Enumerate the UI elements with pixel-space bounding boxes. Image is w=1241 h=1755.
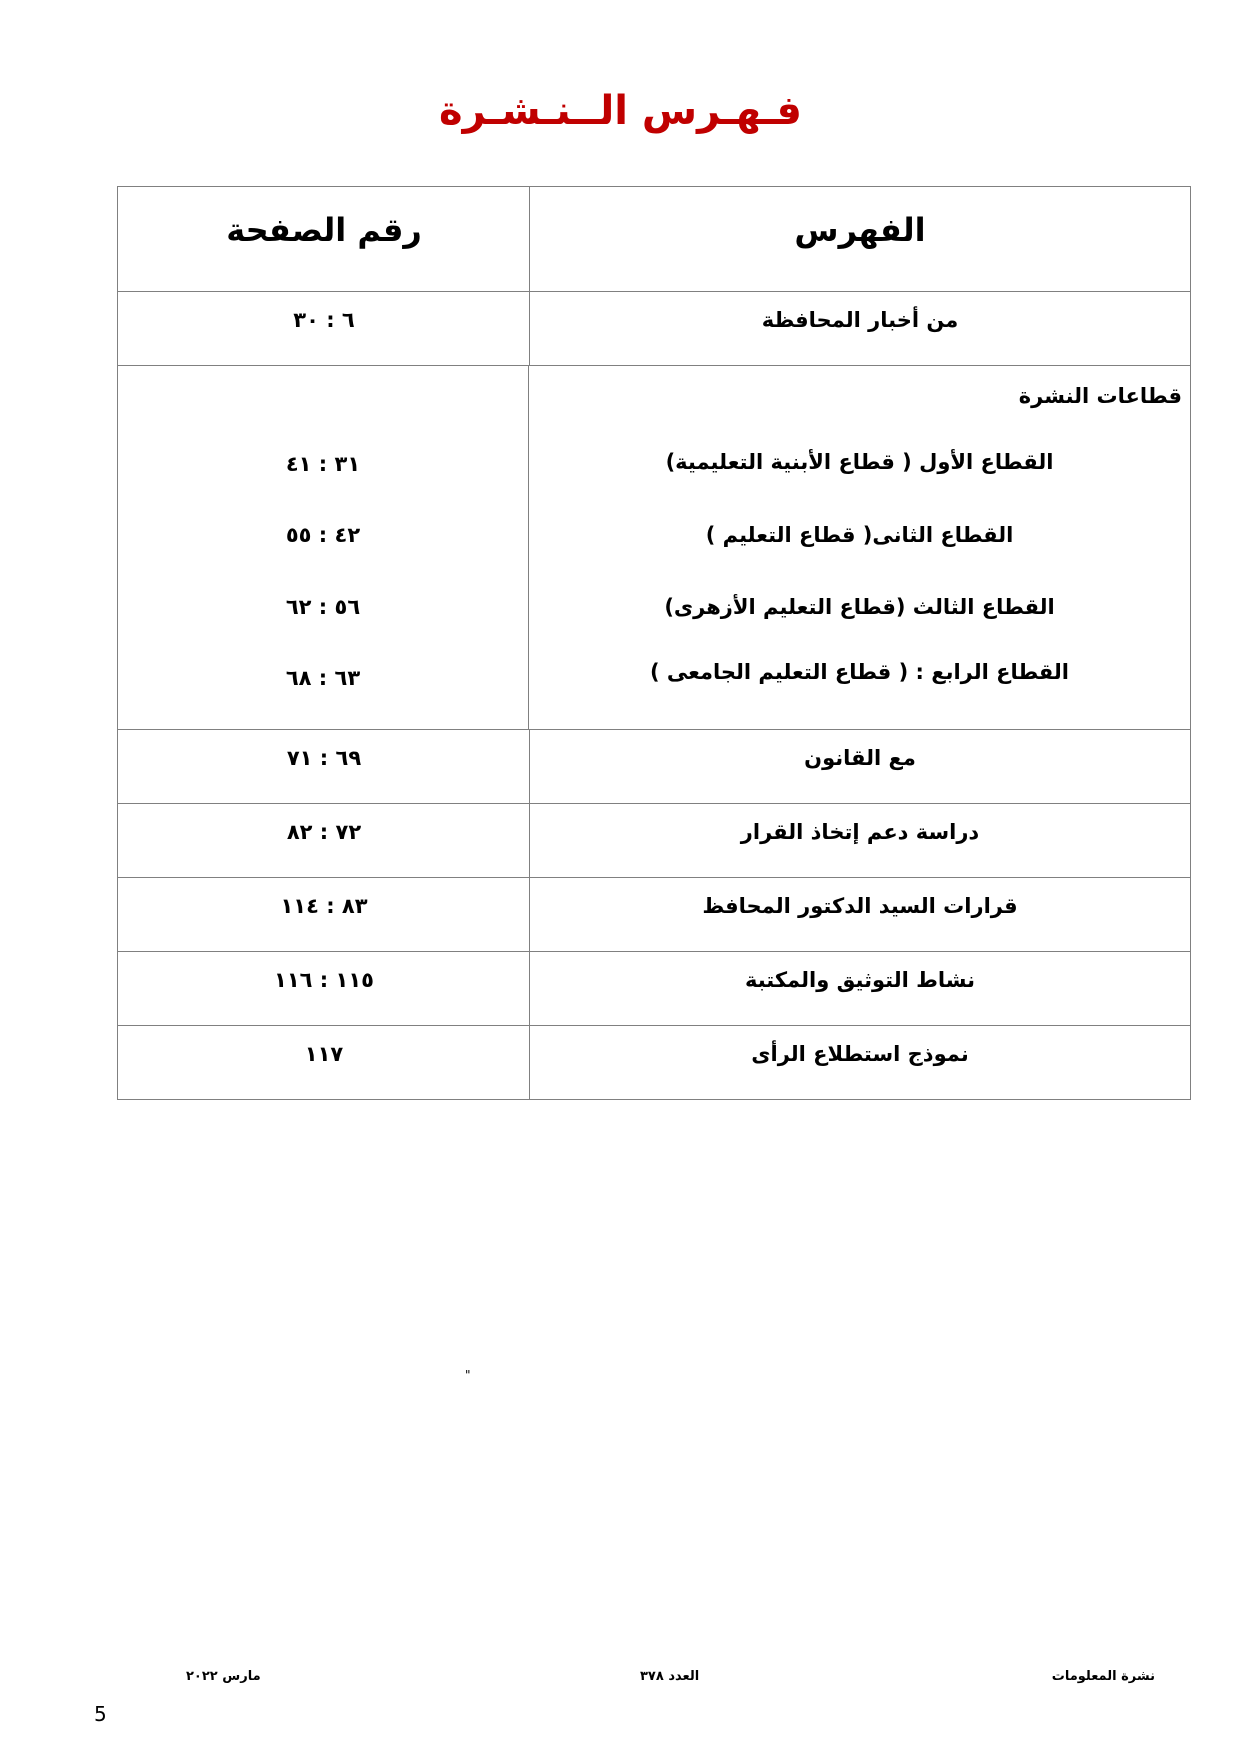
sector-page-3: ٥٦ : ٦٢: [285, 595, 361, 619]
index-table: [117, 186, 1191, 1100]
sector-page-2: ٤٢ : ٥٥: [285, 523, 361, 547]
table-header-row: [118, 187, 1190, 292]
footer-publication: نشرة المعلومات: [1051, 1669, 1155, 1684]
table-row: [118, 730, 1190, 804]
row-page: ١١٥ : ١١٦: [274, 968, 374, 992]
row-page: ٦٩ : ٧١: [286, 746, 362, 770]
page-title: فـهـرس الــنـشـرة: [439, 88, 802, 134]
table-row: [118, 878, 1190, 952]
stray-mark: ": [465, 1368, 471, 1382]
sector-item-2: القطاع الثانى( قطاع التعليم ): [705, 523, 1014, 547]
row-page: ٧٢ : ٨٢: [286, 820, 362, 844]
table-row: [118, 1026, 1190, 1099]
row-page: ١١٧: [304, 1042, 344, 1066]
row-title: نموذج استطلاع الرأى: [529, 1026, 1190, 1099]
sector-page-4: ٦٣ : ٦٨: [285, 666, 361, 690]
sectors-heading: قطاعات النشرة: [1018, 384, 1182, 408]
sector-item-3: القطاع الثالث (قطاع التعليم الأزهرى): [664, 595, 1055, 619]
table-row: [118, 804, 1190, 878]
page-number: 5: [94, 1702, 107, 1726]
footer-date: مارس ٢٠٢٢: [186, 1669, 261, 1684]
sector-item-1: القطاع الأول ( قطاع الأبنية التعليمية): [665, 450, 1054, 474]
sector-item-4: القطاع الرابع : ( قطاع التعليم الجامعى ): [650, 660, 1069, 684]
row-page: ٦ : ٣٠: [293, 308, 355, 332]
sectors-pages: [118, 366, 528, 729]
row-title: من أخبار المحافظة: [529, 292, 1190, 365]
table-row: [118, 952, 1190, 1026]
sector-page-1: ٣١ : ٤١: [285, 452, 361, 476]
footer-issue: العدد ٣٧٨: [640, 1669, 700, 1684]
row-title: قرارات السيد الدكتور المحافظ: [529, 878, 1190, 951]
header-index: الفهرس: [529, 187, 1190, 291]
row-title: نشاط التوثيق والمكتبة: [529, 952, 1190, 1025]
sectors-row: [118, 366, 1190, 730]
row-title: مع القانون: [529, 730, 1190, 803]
row-title: دراسة دعم إتخاذ القرار: [529, 804, 1190, 877]
header-page-number: رقم الصفحة: [226, 211, 422, 249]
row-page: ٨٣ : ١١٤: [280, 894, 368, 918]
sectors-titles: [528, 366, 1190, 729]
table-row: [118, 292, 1190, 366]
